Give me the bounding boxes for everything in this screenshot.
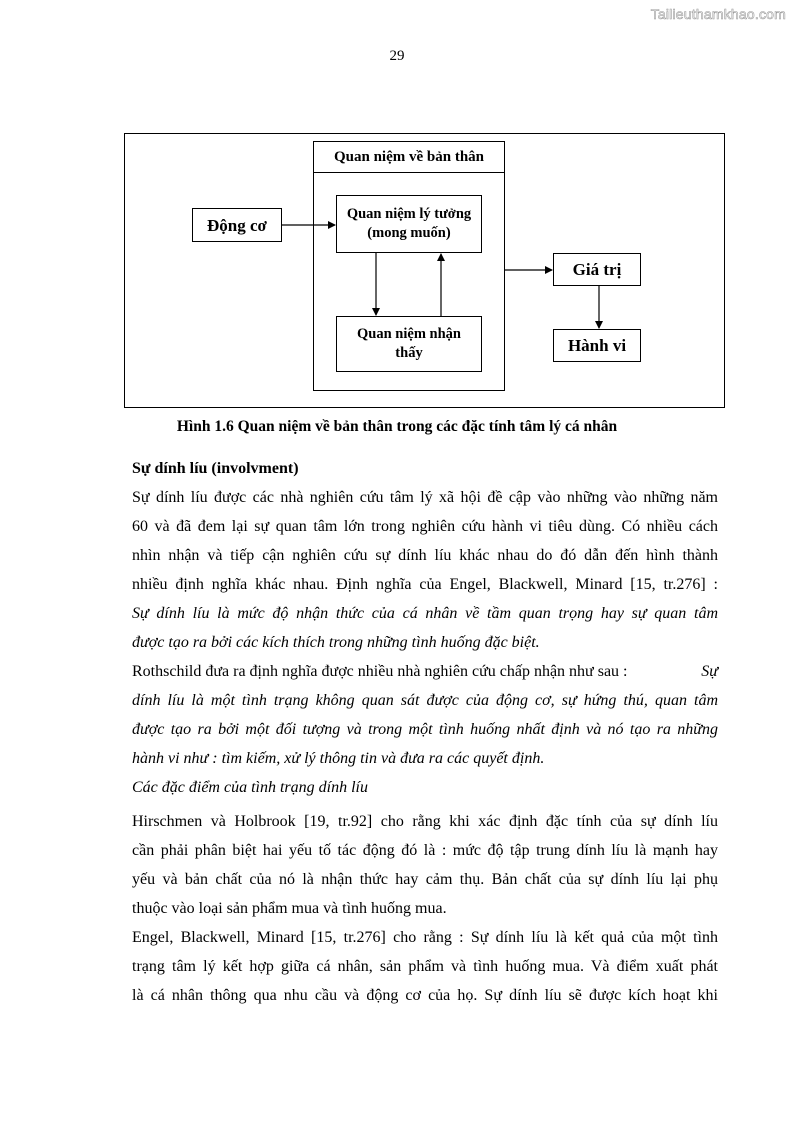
paragraph-line: Hirschmen và Holbrook [19, tr.92] cho rằng khi xác định đặc tính của sự dính líu — [132, 813, 718, 830]
paragraph-line: yếu và bản chất của nó là nhận thức hay cảm thụ. Bản chất của sự dính líu lại phụ — [132, 871, 718, 888]
perceived-self-box — [336, 316, 482, 372]
value-box — [553, 253, 641, 286]
paragraph-line: 60 và đã đem lại sự quan tâm lớn trong nghiên cứu hành vi tiêu dùng. Có nhiều cách — [132, 518, 718, 535]
perceived-self-line1: Quan niệm nhận — [357, 326, 461, 342]
paragraph-line: nhiều định nghĩa khác nhau. Định nghĩa của Engel, Blackwell, Minard [15, tr.276] : — [132, 576, 718, 593]
paragraph-line — [132, 657, 718, 686]
definition-line: Sự dính líu là mức độ nhận thức của cá nhân về tầm quan trọng hay sự quan tâm — [132, 605, 718, 622]
ideal-self-line1: Quan niệm lý tưởng — [346, 206, 472, 222]
behavior-label: Hành vi — [567, 336, 627, 355]
motive-label: Động cơ — [207, 215, 267, 235]
definition-line: dính líu là một tình trạng không quan sát được của động cơ, sự hứng thú, quan tâm — [132, 692, 718, 709]
definition-start: Sự — [701, 663, 718, 680]
paragraph-line: Sự dính líu được các nhà nghiên cứu tâm lý xã hội đề cập vào những vào những năm — [132, 489, 718, 506]
subheading: Các đặc điểm của tình trạng dính líu — [132, 779, 368, 796]
paragraph-intro: Rothschild đưa ra định nghĩa được nhiều nhà nghiên cứu chấp nhận như sau : — [132, 663, 628, 680]
paragraph-line: nhìn nhận và tiếp cận nghiên cứu sự dính líu khác nhau do đó dẫn đến hình thành — [132, 547, 718, 564]
self-concept-header: Quan niệm về bản thân — [333, 148, 485, 165]
figure-caption: Hình 1.6 Quan niệm về bản thân trong các đặc tính tâm lý cá nhân — [176, 418, 618, 435]
page-number: 29 — [389, 48, 405, 64]
paragraph-line: Engel, Blackwell, Minard [15, tr.276] cho rằng : Sự dính líu là kết quả của một tình — [132, 929, 718, 946]
definition-line: được tạo ra bởi các kích thích trong những tình huống đặc biệt. — [132, 634, 540, 651]
ideal-self-box — [336, 195, 482, 253]
value-label: Giá trị — [572, 260, 622, 279]
definition-line: hành vi như : tìm kiếm, xử lý thông tin và đưa ra các quyết định. — [132, 750, 545, 767]
paragraph-line: cần phải phân biệt hai yếu tố tác động đó là : mức độ tập trung dính líu là mạnh hay — [132, 842, 718, 859]
behavior-box — [553, 329, 641, 362]
ideal-self-line2: (mong muốn) — [367, 225, 451, 241]
perceived-self-line2: thấy — [395, 345, 423, 361]
section-heading: Sự dính líu (involvment) — [132, 460, 299, 477]
self-concept-header-box — [313, 141, 505, 173]
definition-line: được tạo ra bởi một đối tượng và trong một tình huống nhất định và nó tạo ra những — [132, 721, 718, 738]
paragraph-line: là cá nhân thông qua nhu cầu và động cơ của họ. Sự dính líu sẽ được kích hoạt khi — [132, 987, 718, 1004]
watermark: Tailieuthamkhao.com — [650, 6, 786, 22]
paragraph-line: thuộc vào loại sản phẩm mua và tình huống mua. — [132, 900, 447, 917]
motive-box — [192, 208, 282, 242]
paragraph-line: trạng tâm lý kết hợp giữa cá nhân, sản phẩm và tình huống mua. Và điểm xuất phát — [132, 958, 718, 975]
